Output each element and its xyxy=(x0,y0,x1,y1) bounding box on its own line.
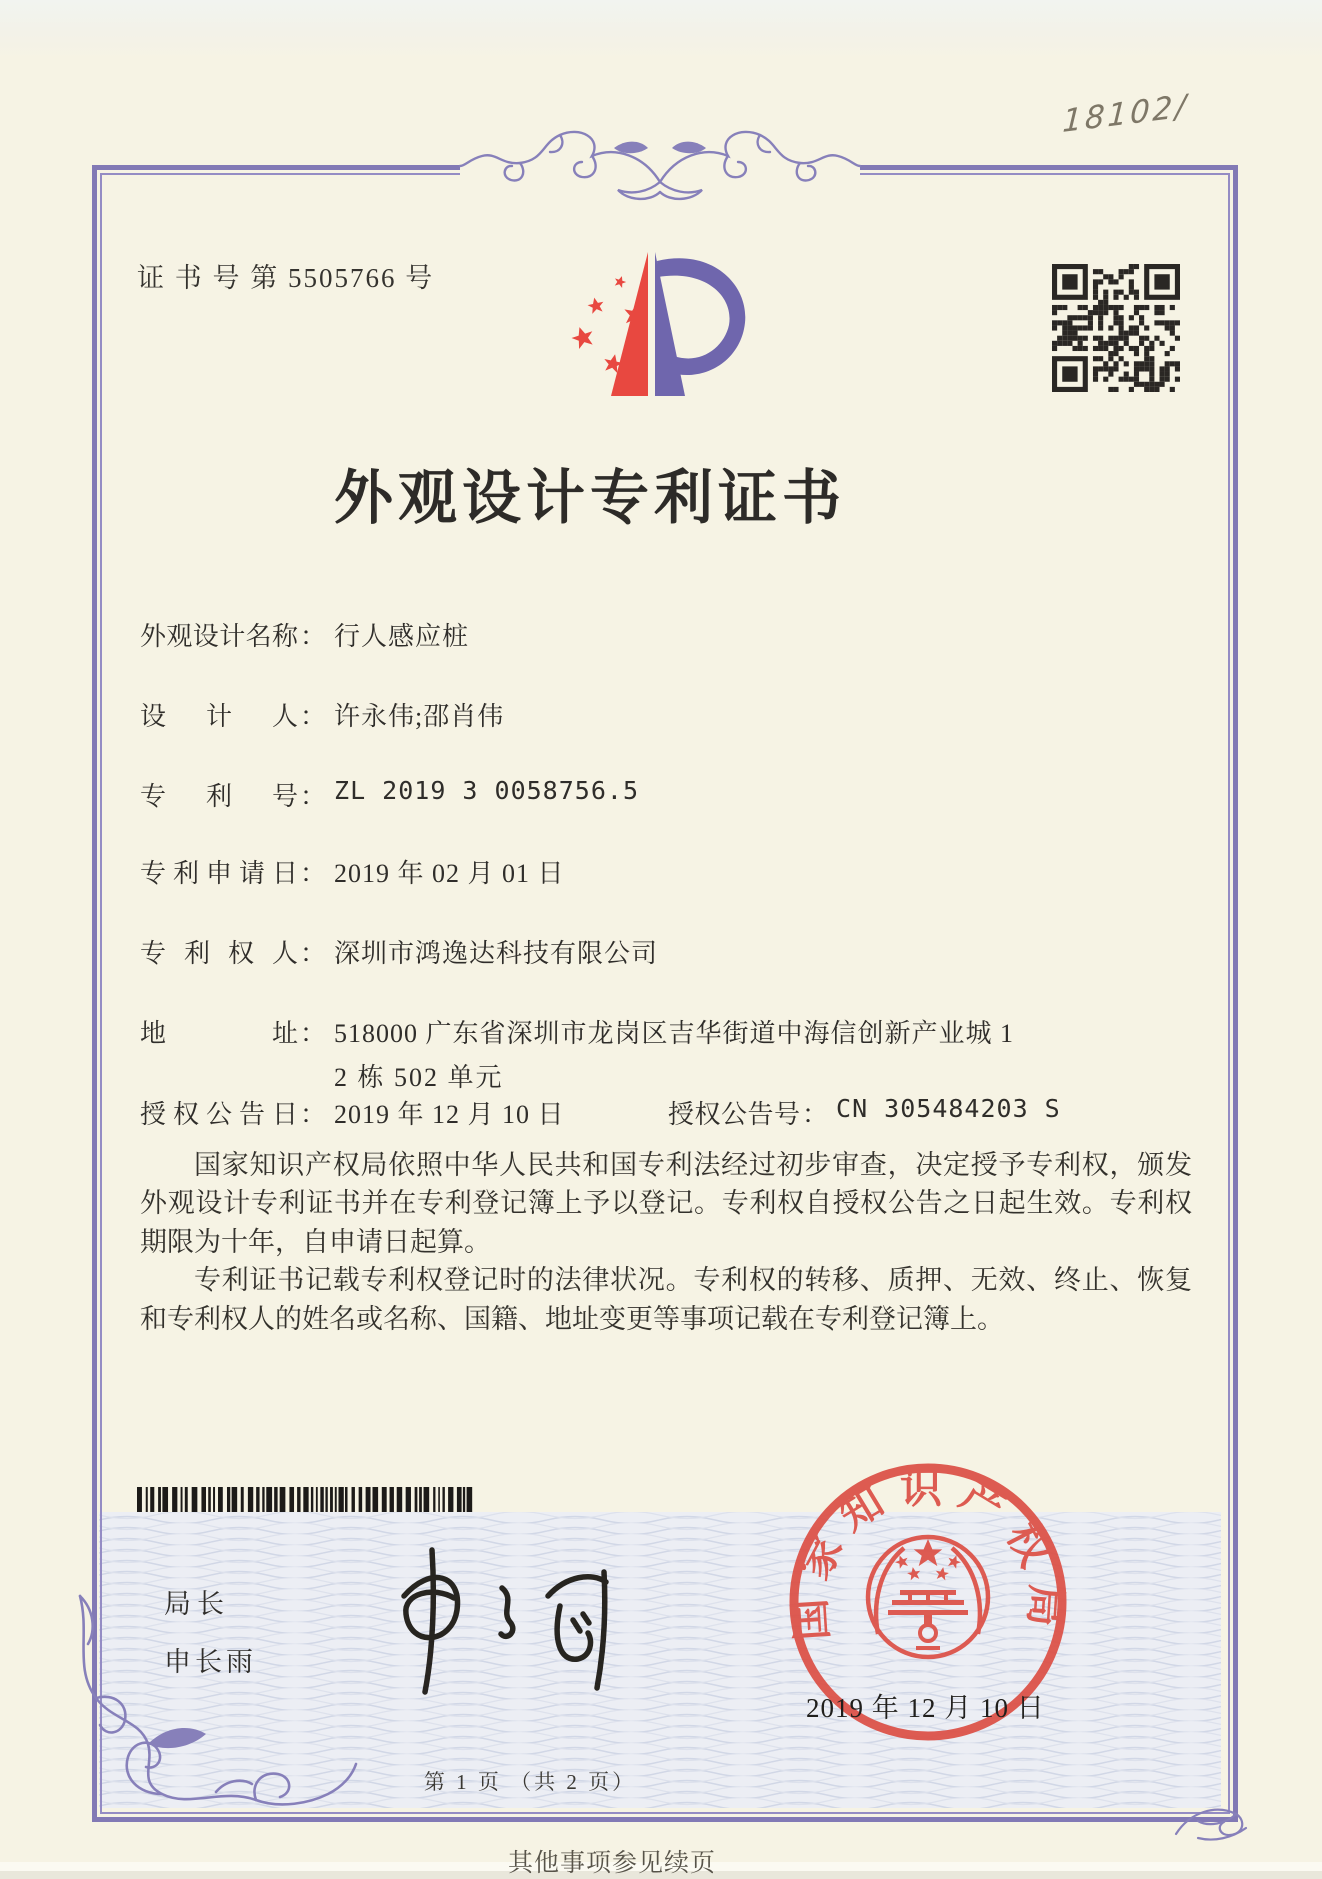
handwritten-note: 18102/ xyxy=(1061,88,1190,140)
field-label: 专利申请日 xyxy=(140,859,298,888)
field-design-name: 外观设计名称： 行人感应桩 xyxy=(140,616,469,653)
field-value: 行人感应桩 xyxy=(334,622,470,651)
field-patentee: 专利权人： 深圳市鸿逸达科技有限公司 xyxy=(140,933,658,970)
field-value: 许永伟;邵肖伟 xyxy=(334,702,505,731)
field-label: 地址 xyxy=(140,1019,298,1048)
qr-code xyxy=(1052,264,1180,392)
field-patent-number: 专利号： ZL 2019 3 0058756.5 xyxy=(140,776,639,811)
field-label: 授权公告日 xyxy=(140,1100,298,1129)
field-value: 2019 年 12 月 10 日 xyxy=(334,1100,565,1129)
field-grant-number: 授权公告号： CN 305484203 S xyxy=(668,1094,1061,1129)
signatory-name: 申长雨 xyxy=(164,1647,257,1677)
field-label: 外观设计名称 xyxy=(140,622,298,651)
paragraph-2: 专利证书记载专利权登记时的法律状况。专利权的转移、质押、无效、终止、恢复和专利权人的姓名或名称、国籍、地址变更等事项记载在专利登记簿上。 xyxy=(140,1265,1192,1334)
certificate-number: 证 书 号 第 5505766 号 xyxy=(137,263,435,293)
field-label: 专利号 xyxy=(140,782,298,811)
paragraph-1: 国家知识产权局依照中华人民共和国专利法经过初步审查，决定授予专利权，颁发外观设计专利证书并在专利登记簿上予以登记。专利权自授权公告之日起生效。专利权期限为十年，自申请日起算。 xyxy=(140,1150,1192,1257)
seal-date: 2019 年 12 月 10 日 xyxy=(806,1693,1045,1723)
field-address: 地址： 518000 广东省深圳市龙岗区吉华街道中海信创新产业城 1 2 栋 502 单元 xyxy=(140,1013,1014,1094)
field-grant-row: 授权公告日： 2019 年 12 月 10 日 授权公告号： CN 305484203 S xyxy=(140,1094,1061,1129)
bottom-left-flourish-icon xyxy=(66,1596,366,1816)
field-value: 518000 广东省深圳市龙岗区吉华街道中海信创新产业城 1 2 栋 502 单元 xyxy=(334,1019,1015,1092)
signatory-title: 局长 xyxy=(164,1589,230,1619)
page-number: 第 1 页 （共 2 页） xyxy=(423,1770,637,1794)
seal-organization: 国家知识产权局 xyxy=(787,1466,1069,1642)
certificate-title: 外观设计专利证书 xyxy=(333,465,846,531)
field-value: ZL 2019 3 0058756.5 xyxy=(334,776,639,805)
field-value: 2019 年 02 月 01 日 xyxy=(334,859,565,888)
field-filing-date: 专利申请日： 2019 年 02 月 01 日 xyxy=(140,853,565,890)
bottom-right-flourish-icon xyxy=(1172,1790,1252,1846)
scan-edge-top xyxy=(0,0,1322,60)
legal-text xyxy=(140,1146,1192,1338)
barcode xyxy=(137,1487,478,1512)
national-emblem-icon xyxy=(868,1537,988,1657)
field-label: 专利权人 xyxy=(140,939,298,968)
field-label: 授权公告号 xyxy=(668,1100,800,1129)
field-value: CN 305484203 S xyxy=(836,1094,1061,1123)
handwritten-signature xyxy=(352,1538,642,1703)
cnipa-patent-logo-icon xyxy=(556,246,760,410)
field-designer: 设计人： 许永伟;邵肖伟 xyxy=(140,696,504,733)
continuation-note-clipped xyxy=(508,1843,716,1860)
top-center-flourish-icon xyxy=(460,122,860,212)
field-label: 设计人 xyxy=(140,702,298,731)
field-value: 深圳市鸿逸达科技有限公司 xyxy=(334,939,659,968)
